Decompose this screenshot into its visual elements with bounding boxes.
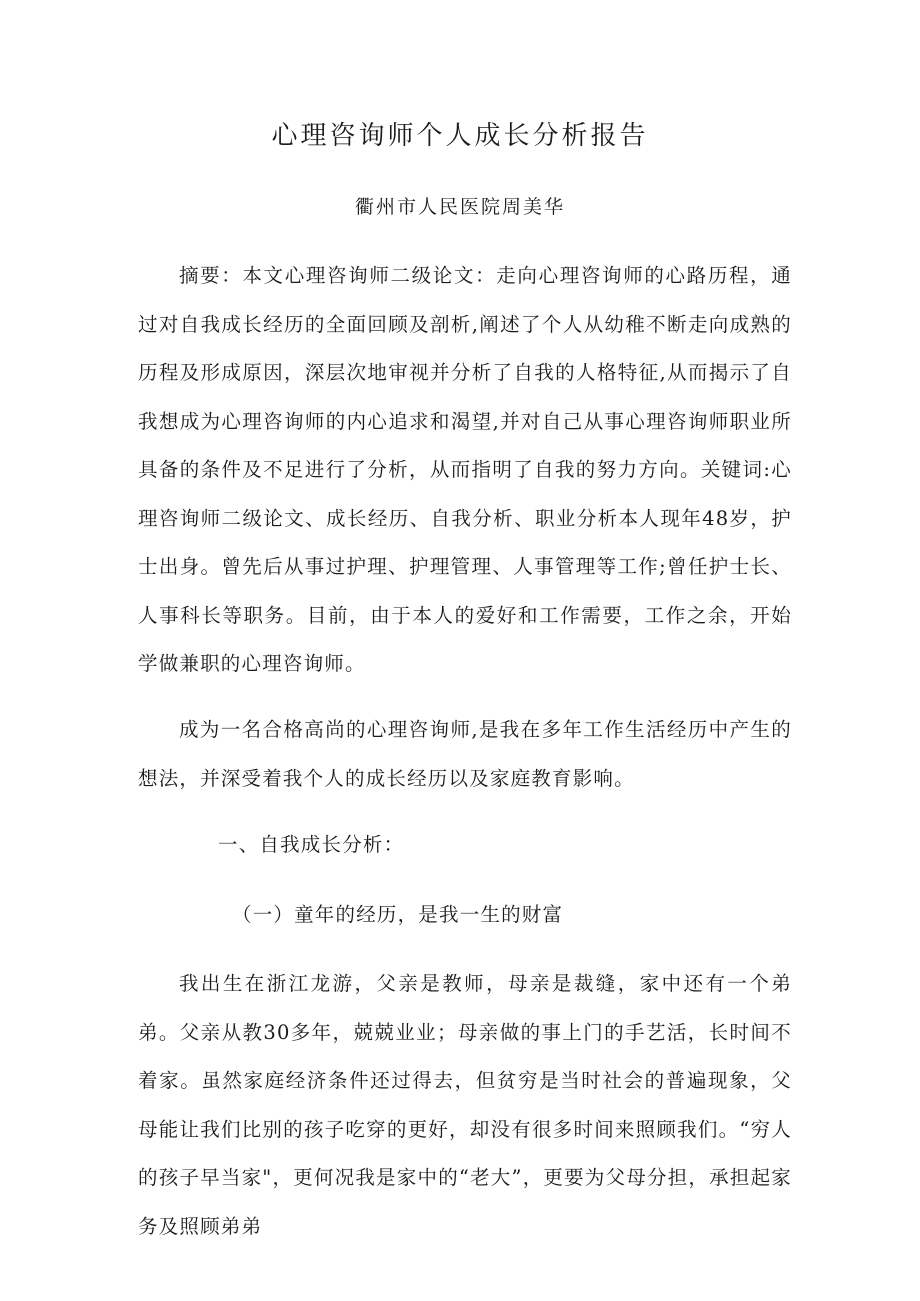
document-title: 心理咨询师个人成长分析报告	[271, 121, 649, 151]
abstract-paragraph: 摘要：本文心理咨询师二级论文：走向心理咨询师的心路历程，通过对自我成长经历的全面回顾及剖析,阐述了个人从幼稚不断走向成熟的历程及形成原因，深层次地审视并分析了自我的人格特征,从而揭示了自我想成为心理咨询师的内心追求和渴望,并对自己从事心理咨询师职业所具备的条件及不足进行了分析，从而指明了自我的努力方向。关键词:心理咨询师二级论文、成长经历、自我分析、职业分析本人现年48岁，护士出身。曾先后从事过护理、护理管理、人事管理等工作;曾任护士长、人事科长等职务。目前，由于本人的爱好和工作需要，工作之余，开始学做兼职的心理咨询师。	[138, 264, 792, 675]
childhood-paragraph: 我出生在浙江龙游，父亲是教师，母亲是裁缝，家中还有一个弟弟。父亲从教30多年，兢兢业业；母亲做的事上门的手艺活，长时间不着家。虽然家庭经济条件还过得去，但贫穷是当时社会的普遍现象，父母能让我们比别的孩子吃穿的更好，却没有很多时间来照顾我们。“穷人的孩子早当家"，更何况我是家中的“老大”，更要为父母分担，承担起家务及照顾弟弟	[138, 972, 792, 1238]
subsection-heading: （一）童年的经历，是我一生的财富	[232, 903, 564, 926]
author-byline: 衢州市人民医院周美华	[354, 196, 565, 218]
section-heading: 一、自我成长分析：	[218, 833, 405, 856]
intro-paragraph: 成为一名合格高尚的心理咨询师,是我在多年工作生活经历中产生的想法，并深受着我个人的成长经历以及家庭教育影响。	[138, 718, 792, 790]
